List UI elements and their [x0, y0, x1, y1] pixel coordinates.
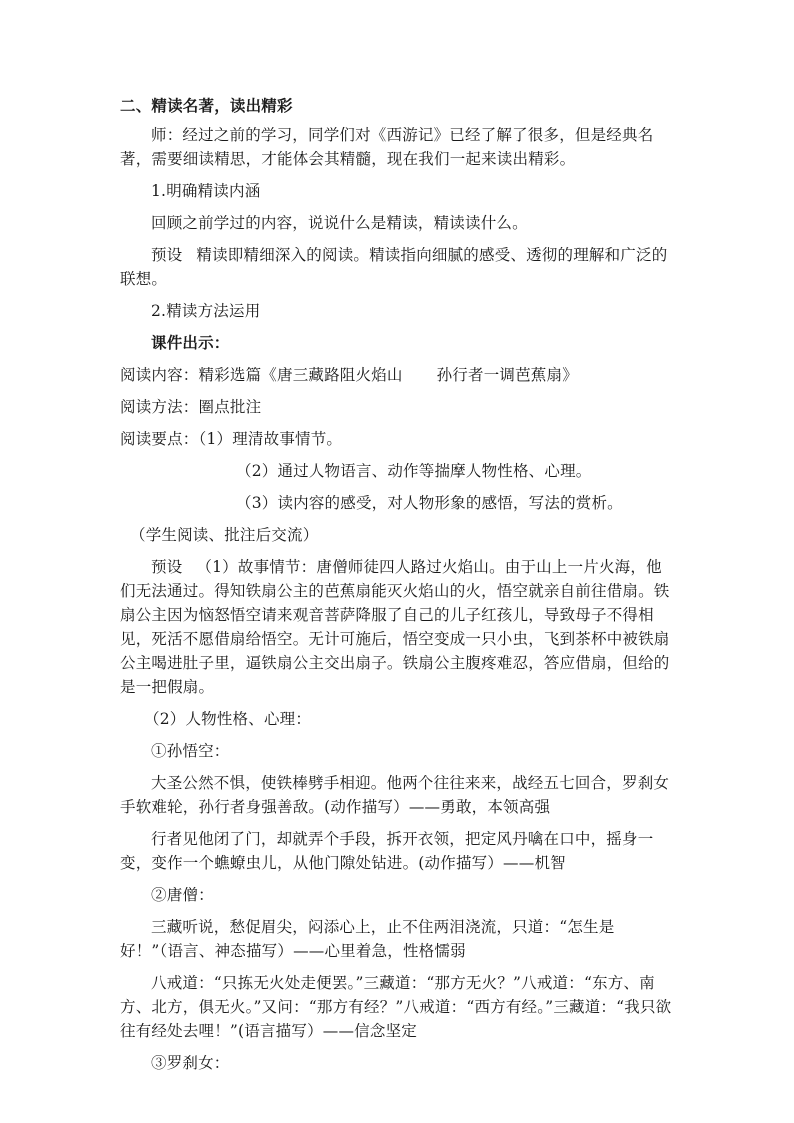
section1-preset — [120, 243, 676, 291]
reading-point-3: （3）读内容的感受，对人物形象的感悟，写法的赏析。 — [236, 494, 623, 512]
teacher-intro: 师：经过之前的学习，同学们对《西游记》已经了解了很多，但是经典名著，需要细读精思，才能体会其精髓，现在我们一起来读出精彩。 — [120, 126, 654, 168]
reading-content-label: 阅读内容：精彩选篇《唐三藏路阻火焰山 — [120, 366, 403, 384]
section2-title: 2.精读方法运用 — [151, 302, 261, 320]
reading-points — [120, 427, 676, 451]
document-page — [120, 94, 676, 1075]
character-quote: 大圣公然不惧，使铁棒劈手相迎。他两个往往来来，战经五七回合，罗刹女手软难轮，孙行者身强善敌。(动作描写）——勇敢，本领高强 — [120, 774, 670, 816]
courseware-label: 课件出示： — [151, 333, 230, 352]
student-activity: （学生阅读、批注后交流） — [130, 526, 319, 544]
reading-point-2: （2）通过人物语言、动作等揣摩人物性格、心理。 — [236, 462, 592, 480]
reading-content-rest: 孙行者一调芭蕉扇》 — [436, 366, 578, 384]
character-name: ②唐僧： — [151, 886, 214, 904]
character-title: （2）人物性格、心理： — [144, 710, 312, 728]
section1-title: 1.明确精读内涵 — [151, 182, 261, 200]
character-quote: 三藏听说，愁促眉尖，闷添心上，止不住两泪浇流，只道：“怎生是好！”（语言、神态描写）——心里着急，性格懦弱 — [120, 918, 615, 960]
section1-question: 回顾之前学过的内容，说说什么是精读，精读读什么。 — [151, 214, 528, 232]
reading-point-1: （1）理清故事情节。 — [198, 430, 343, 448]
character-name: ③罗刹女： — [151, 1054, 230, 1072]
reading-method: 阅读方法：圈点批注 — [120, 398, 262, 416]
character-quote: 行者见他闭了门，却就弄个手段，拆开衣领，把定风丹噙在口中，摇身一变，变作一个蟭蟟虫儿，从他门隙处钻进。(动作描写）——机智 — [120, 830, 654, 872]
character-name: ①孙悟空： — [151, 742, 230, 760]
preset-text: 精读即精细深入的阅读。精读指向细腻的感受、透彻的理解和广泛的联想。 — [120, 246, 668, 288]
preset-label: 预设 — [151, 246, 183, 264]
preset2-label: 预设 — [151, 558, 183, 576]
plot-text: （1）故事情节：唐僧师徒四人路过火焰山。由于山上一片火海，他们无法通过。得知铁扇公主的芭蕉扇能灭火焰山的火，悟空就亲自前往借扇。铁扇公主因为恼怒悟空请来观音菩萨降服了自己的儿子红孩儿，导致母子不得相见，死活不愿借扇给悟空。无计可施后，悟空变成一只小虫，飞到茶杯中被铁扇公主喝进肚子里，逼铁扇公主交出扇子。铁扇公主腹疼难忍，答应借扇，但给的是一把假扇。 — [120, 558, 670, 696]
reading-points-label: 阅读要点： — [120, 430, 199, 448]
reading-content — [120, 363, 676, 387]
plot-preset — [120, 555, 676, 699]
character-quote: 八戒道：“只拣无火处走便罢。”三藏道：“那方无火？”八戒道：“东方、南方、北方，俱无火。”又问：“那方有经？”八戒道：“西方有经。”三藏道：“我只欲往有经处去哩！”(语言描写）——信念坚定 — [120, 974, 672, 1040]
section-heading: 二、精读名著，读出精彩 — [120, 96, 293, 115]
